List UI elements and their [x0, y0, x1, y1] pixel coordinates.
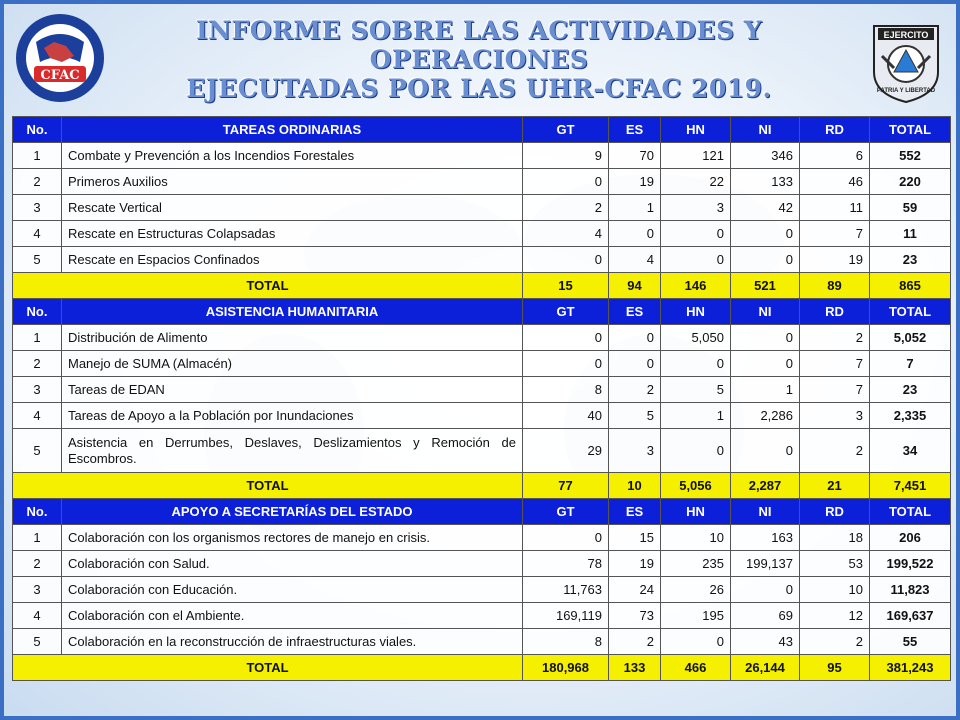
cell-total: 199,522	[870, 551, 951, 577]
row-description: Distribución de Alimento	[62, 325, 523, 351]
table-row	[13, 403, 951, 429]
total-label: TOTAL	[13, 273, 523, 299]
cell-hn: 0	[661, 629, 731, 655]
cell-es: 73	[609, 603, 661, 629]
cell-total: 34	[870, 429, 951, 473]
cell-total: 23	[870, 377, 951, 403]
cell-hn: 3	[661, 195, 731, 221]
table-row	[13, 429, 951, 473]
cell-gt: 0	[523, 325, 609, 351]
cell-hn: 5,050	[661, 325, 731, 351]
cell-es: 3	[609, 429, 661, 473]
cell-rd: 7	[800, 221, 870, 247]
cfac-logo-icon	[14, 12, 106, 104]
row-description: Colaboración con Educación.	[62, 577, 523, 603]
column-header-es: ES	[609, 499, 661, 525]
cell-gt: 40	[523, 403, 609, 429]
cell-gt: 29	[523, 429, 609, 473]
cell-gt: 4	[523, 221, 609, 247]
cell-gt: 169,119	[523, 603, 609, 629]
column-header-hn: HN	[661, 299, 731, 325]
cell-es: 70	[609, 143, 661, 169]
cell-gt: 0	[523, 351, 609, 377]
total-grand: 7,451	[870, 473, 951, 499]
column-header-ni: NI	[731, 299, 800, 325]
column-header-rd: RD	[800, 299, 870, 325]
total-gt: 180,968	[523, 655, 609, 681]
cell-es: 5	[609, 403, 661, 429]
section-header-row	[13, 117, 951, 143]
column-header-gt: GT	[523, 299, 609, 325]
column-header-gt: GT	[523, 117, 609, 143]
cell-ni: 163	[731, 525, 800, 551]
cell-gt: 9	[523, 143, 609, 169]
row-number: 5	[13, 429, 62, 473]
section-header-row	[13, 499, 951, 525]
section-header-row	[13, 299, 951, 325]
cell-gt: 2	[523, 195, 609, 221]
cell-total: 2,335	[870, 403, 951, 429]
ejercito-emblem-icon	[864, 12, 948, 104]
table-row	[13, 221, 951, 247]
table-row	[13, 377, 951, 403]
cell-es: 15	[609, 525, 661, 551]
column-header-no: No.	[13, 299, 62, 325]
cell-ni: 42	[731, 195, 800, 221]
column-header-total: TOTAL	[870, 299, 951, 325]
row-number: 5	[13, 629, 62, 655]
row-description: Rescate en Espacios Confinados	[62, 247, 523, 273]
total-hn: 5,056	[661, 473, 731, 499]
cell-es: 2	[609, 377, 661, 403]
cell-hn: 0	[661, 221, 731, 247]
cell-es: 0	[609, 221, 661, 247]
table-row	[13, 525, 951, 551]
cell-hn: 5	[661, 377, 731, 403]
cell-es: 19	[609, 551, 661, 577]
cell-total: 220	[870, 169, 951, 195]
cell-es: 0	[609, 351, 661, 377]
row-description: Tareas de Apoyo a la Población por Inundaciones	[62, 403, 523, 429]
table-row	[13, 325, 951, 351]
cell-ni: 0	[731, 429, 800, 473]
table-row	[13, 195, 951, 221]
cell-rd: 19	[800, 247, 870, 273]
column-header-no: No.	[13, 117, 62, 143]
section-total-row	[13, 473, 951, 499]
cell-ni: 346	[731, 143, 800, 169]
cell-ni: 0	[731, 325, 800, 351]
cell-hn: 0	[661, 351, 731, 377]
cell-rd: 11	[800, 195, 870, 221]
column-header-total: TOTAL	[870, 117, 951, 143]
svg-text:EJERCITO: EJERCITO	[883, 30, 929, 40]
cell-es: 24	[609, 577, 661, 603]
cell-rd: 7	[800, 351, 870, 377]
row-number: 2	[13, 351, 62, 377]
table-row	[13, 351, 951, 377]
row-number: 1	[13, 143, 62, 169]
column-header-ni: NI	[731, 499, 800, 525]
svg-text:CFAC: CFAC	[40, 68, 80, 83]
table-row	[13, 247, 951, 273]
cell-rd: 12	[800, 603, 870, 629]
cell-es: 4	[609, 247, 661, 273]
cell-hn: 10	[661, 525, 731, 551]
title-line-1: INFORME SOBRE LAS ACTIVIDADES Y OPERACIONES	[195, 16, 763, 74]
cell-rd: 6	[800, 143, 870, 169]
total-grand: 381,243	[870, 655, 951, 681]
column-header-no: No.	[13, 499, 62, 525]
cell-es: 0	[609, 325, 661, 351]
section-heading: APOYO A SECRETARÍAS DEL ESTADO	[62, 499, 523, 525]
page-title	[124, 16, 834, 103]
row-number: 4	[13, 221, 62, 247]
total-gt: 15	[523, 273, 609, 299]
operations-table	[12, 116, 951, 681]
cell-hn: 26	[661, 577, 731, 603]
section-heading: ASISTENCIA HUMANITARIA	[62, 299, 523, 325]
title-line-2: EJECUTADAS POR LAS UHR-CFAC 2019.	[186, 74, 772, 103]
row-description: Colaboración con el Ambiente.	[62, 603, 523, 629]
total-es: 10	[609, 473, 661, 499]
cell-es: 2	[609, 629, 661, 655]
row-description: Rescate Vertical	[62, 195, 523, 221]
header	[4, 4, 956, 112]
column-header-hn: HN	[661, 117, 731, 143]
cell-total: 11,823	[870, 577, 951, 603]
cell-rd: 2	[800, 429, 870, 473]
cell-ni: 0	[731, 351, 800, 377]
total-gt: 77	[523, 473, 609, 499]
table-row	[13, 629, 951, 655]
cell-gt: 11,763	[523, 577, 609, 603]
row-description: Primeros Auxilios	[62, 169, 523, 195]
row-description: Colaboración con Salud.	[62, 551, 523, 577]
total-ni: 26,144	[731, 655, 800, 681]
section-total-row	[13, 655, 951, 681]
section-heading: TAREAS ORDINARIAS	[62, 117, 523, 143]
cell-ni: 0	[731, 221, 800, 247]
cell-total: 206	[870, 525, 951, 551]
cell-ni: 199,137	[731, 551, 800, 577]
row-number: 3	[13, 377, 62, 403]
svg-text:PATRIA Y LIBERTAD: PATRIA Y LIBERTAD	[876, 88, 936, 94]
row-description: Colaboración en la reconstrucción de infraestructuras viales.	[62, 629, 523, 655]
cell-rd: 46	[800, 169, 870, 195]
total-es: 94	[609, 273, 661, 299]
row-description: Combate y Prevención a los Incendios Forestales	[62, 143, 523, 169]
cell-gt: 0	[523, 525, 609, 551]
row-number: 4	[13, 403, 62, 429]
cell-total: 5,052	[870, 325, 951, 351]
cell-total: 11	[870, 221, 951, 247]
cell-ni: 1	[731, 377, 800, 403]
total-rd: 95	[800, 655, 870, 681]
cell-gt: 8	[523, 377, 609, 403]
row-number: 3	[13, 195, 62, 221]
cell-ni: 0	[731, 577, 800, 603]
table-row	[13, 603, 951, 629]
cell-ni: 133	[731, 169, 800, 195]
column-header-hn: HN	[661, 499, 731, 525]
cell-rd: 2	[800, 629, 870, 655]
cell-ni: 69	[731, 603, 800, 629]
cell-gt: 0	[523, 247, 609, 273]
total-label: TOTAL	[13, 655, 523, 681]
cell-rd: 3	[800, 403, 870, 429]
total-ni: 521	[731, 273, 800, 299]
table-row	[13, 577, 951, 603]
cell-es: 1	[609, 195, 661, 221]
total-hn: 146	[661, 273, 731, 299]
cell-gt: 8	[523, 629, 609, 655]
total-grand: 865	[870, 273, 951, 299]
cell-es: 19	[609, 169, 661, 195]
cell-rd: 7	[800, 377, 870, 403]
cell-ni: 2,286	[731, 403, 800, 429]
column-header-rd: RD	[800, 117, 870, 143]
cell-hn: 1	[661, 403, 731, 429]
column-header-ni: NI	[731, 117, 800, 143]
cell-hn: 0	[661, 429, 731, 473]
cell-total: 552	[870, 143, 951, 169]
row-number: 2	[13, 169, 62, 195]
total-ni: 2,287	[731, 473, 800, 499]
row-number: 5	[13, 247, 62, 273]
cell-hn: 195	[661, 603, 731, 629]
row-description: Rescate en Estructuras Colapsadas	[62, 221, 523, 247]
row-description: Tareas de EDAN	[62, 377, 523, 403]
table-row	[13, 169, 951, 195]
table-row	[13, 551, 951, 577]
row-description: Colaboración con los organismos rectores de manejo en crisis.	[62, 525, 523, 551]
column-header-gt: GT	[523, 499, 609, 525]
row-number: 3	[13, 577, 62, 603]
row-description: Manejo de SUMA (Almacén)	[62, 351, 523, 377]
row-number: 1	[13, 525, 62, 551]
cell-hn: 0	[661, 247, 731, 273]
cell-total: 23	[870, 247, 951, 273]
total-es: 133	[609, 655, 661, 681]
section-total-row	[13, 273, 951, 299]
column-header-rd: RD	[800, 499, 870, 525]
cell-ni: 43	[731, 629, 800, 655]
cell-gt: 78	[523, 551, 609, 577]
table-row	[13, 143, 951, 169]
cell-rd: 53	[800, 551, 870, 577]
column-header-es: ES	[609, 299, 661, 325]
column-header-total: TOTAL	[870, 499, 951, 525]
row-description: Asistencia en Derrumbes, Deslaves, Deslizamientos y Remoción de Escombros.	[62, 429, 523, 473]
cell-hn: 121	[661, 143, 731, 169]
cell-ni: 0	[731, 247, 800, 273]
cell-rd: 2	[800, 325, 870, 351]
cell-hn: 22	[661, 169, 731, 195]
cell-gt: 0	[523, 169, 609, 195]
column-header-es: ES	[609, 117, 661, 143]
row-number: 1	[13, 325, 62, 351]
total-rd: 89	[800, 273, 870, 299]
cell-rd: 18	[800, 525, 870, 551]
cell-total: 7	[870, 351, 951, 377]
cell-hn: 235	[661, 551, 731, 577]
cell-rd: 10	[800, 577, 870, 603]
cell-total: 55	[870, 629, 951, 655]
cell-total: 169,637	[870, 603, 951, 629]
total-hn: 466	[661, 655, 731, 681]
total-label: TOTAL	[13, 473, 523, 499]
row-number: 2	[13, 551, 62, 577]
cell-total: 59	[870, 195, 951, 221]
row-number: 4	[13, 603, 62, 629]
total-rd: 21	[800, 473, 870, 499]
